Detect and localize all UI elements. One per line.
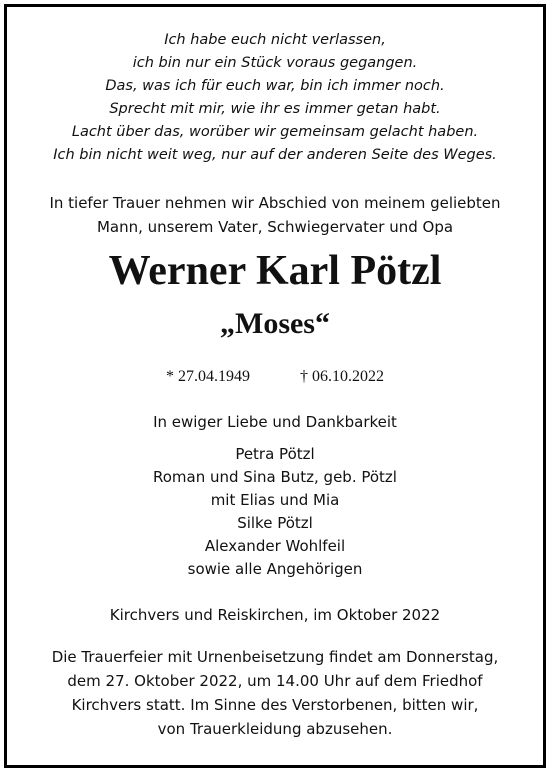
poem-line: Lacht über das, worüber wir gemeinsam gelacht haben. — [71, 124, 479, 140]
funeral-line: Kirchvers statt. Im Sinne des Verstorbenen, bitten wir, — [71, 696, 479, 714]
mourner-line: Roman und Sina Butz, geb. Pötzl — [153, 468, 397, 486]
mourner-line: Petra Pötzl — [235, 445, 315, 463]
deceased-name: Werner Karl Pötzl — [108, 248, 442, 294]
mourner-line: sowie alle Angehörigen — [187, 560, 363, 578]
birth-date: * 27.04.1949 — [166, 368, 250, 385]
funeral-line: dem 27. Oktober 2022, um 14.00 Uhr auf dem Friedhof — [67, 672, 483, 690]
mourner-line: Silke Pötzl — [237, 514, 313, 532]
place-date: Kirchvers und Reiskirchen, im Oktober 2022 — [109, 606, 441, 624]
poem-line: Ich bin nicht weit weg, nur auf der anderen Seite des Weges. — [53, 147, 497, 163]
poem-line: Sprecht mit mir, wie ihr es immer getan habt. — [109, 101, 441, 117]
life-dates — [7, 368, 543, 386]
dedication: In ewiger Liebe und Dankbarkeit — [153, 413, 397, 431]
death-date: † 06.10.2022 — [300, 368, 384, 385]
intro-line: Mann, unserem Vater, Schwiegervater und Opa — [96, 218, 454, 236]
funeral-line: Die Trauerfeier mit Urnenbeisetzung findet am Donnerstag, — [51, 648, 499, 666]
obituary-frame — [4, 4, 546, 768]
poem-line: Das, was ich für euch war, bin ich immer noch. — [105, 78, 445, 94]
poem-line: ich bin nur ein Stück voraus gegangen. — [132, 55, 418, 71]
funeral-line: von Trauerkleidung abzusehen. — [157, 720, 393, 738]
mourner-line: mit Elias und Mia — [210, 491, 340, 509]
poem-line: Ich habe euch nicht verlassen, — [164, 32, 386, 48]
deceased-nickname: „Moses“ — [220, 307, 330, 340]
intro-line: In tiefer Trauer nehmen wir Abschied von meinem geliebten — [49, 194, 501, 212]
mourner-line: Alexander Wohlfeil — [204, 537, 346, 555]
